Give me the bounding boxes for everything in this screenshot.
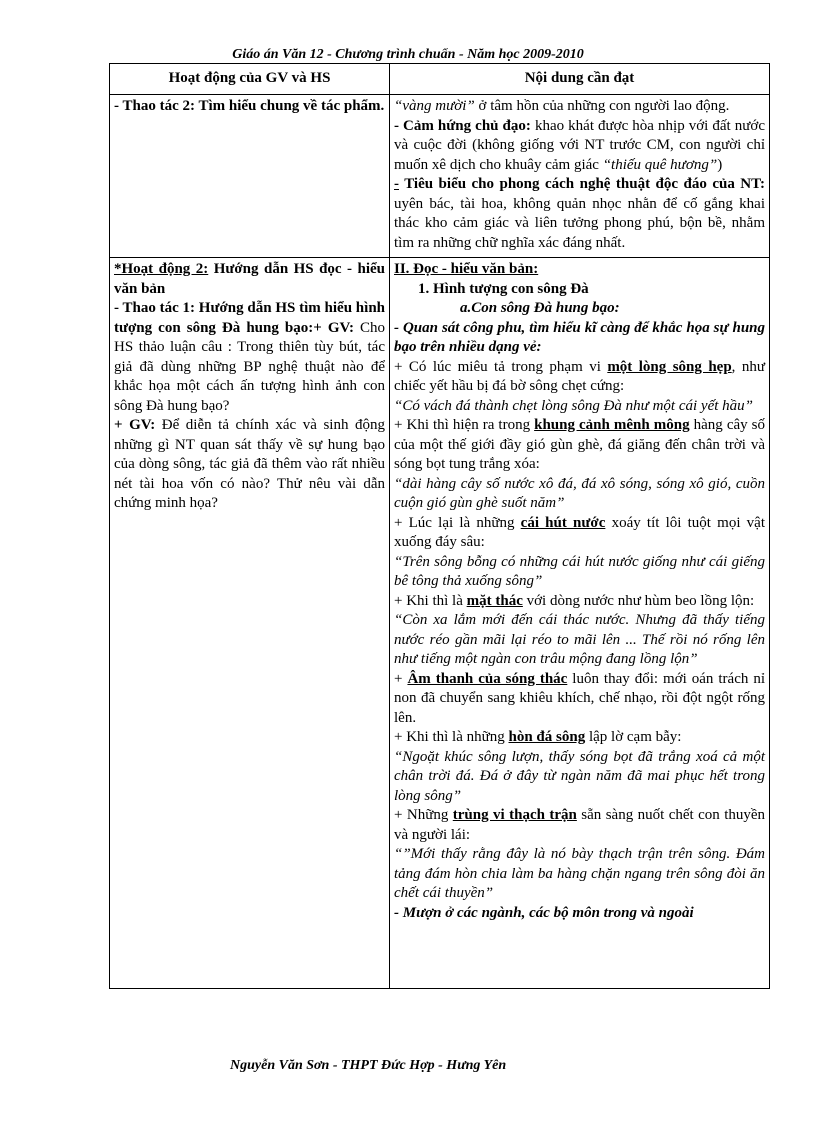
text: + Khi thì là những: [394, 729, 509, 745]
page-header: Giáo án Văn 12 - Chương trình chuẩn - Năm học 2009-2010: [232, 47, 584, 62]
task2-heading: - Thao tác 2: Tìm hiểu chung về tác phẩm.: [114, 98, 385, 114]
paragraph: [114, 299, 385, 416]
paragraph: [394, 514, 765, 553]
text: + Lúc lại là những: [394, 514, 521, 531]
text: + Khi thì là: [394, 592, 467, 609]
quote: “vàng mười”: [394, 98, 475, 114]
bold-label: Tiêu biểu cho phong cách nghệ thuật độc đáo của NT:: [399, 176, 765, 192]
row1-left-cell: [110, 95, 390, 258]
text: luôn thay đổi: mới oán trách nỉ non đã chuyển sang khiêu khích, chế nhạo, rồi đột ngột rống lên.: [394, 670, 765, 726]
paragraph: [394, 670, 765, 729]
quote: “dài hàng cây số nước xô đá, đá xô sóng, sóng xô gió, cuồn cuộn gió gùn ghè suốt năm”: [394, 475, 765, 511]
text: Hướng dẫn HS đọc - hiểu văn bản: [114, 261, 385, 297]
paragraph: [394, 806, 765, 845]
text: hàng cây số của một thế giới đầy gió gùn ghè, đá giăng đến chân trời và sóng bọt tung trắng xóa:: [394, 417, 766, 472]
activity-label: *Hoạt động 2:: [114, 261, 209, 277]
column-header-activities: Hoạt động của GV và HS: [110, 64, 390, 95]
quote: “Có vách đá thành chẹt lòng sông Đà như một cái yết hầu”: [394, 397, 753, 414]
text: ở tâm hồn của những con người lao động.: [474, 98, 730, 114]
quote: “”Mới thấy rằng đây là nó bày thạch trận trên sông. Đám tảng đám hòn chia làm ba hàng chặn ngang trên sông đòi ăn chết cái thuyền”: [394, 846, 765, 901]
keyword: Âm thanh của sóng thác: [407, 670, 568, 687]
text: với dòng nước như hùm beo lồng lộn:: [522, 592, 755, 609]
quote: “Còn xa lắm mới đến cái thác nước. Nhưng đã thấy tiếng nước réo gần mãi lại réo to mãi lên ... Thế rồi nó rống lên như tiếng một ngàn con trâu mộng đang lồng lộn”: [394, 612, 765, 667]
row2-right-cell: [390, 258, 770, 989]
paragraph: [394, 117, 765, 176]
keyword: một lòng sông hẹp: [607, 358, 732, 375]
keyword: hòn đá sông: [508, 729, 586, 745]
bold-label: - Thao tác 1: Hướng dẫn HS tìm hiểu hình tượng con sông Đà hung bạo:+ GV:: [114, 300, 385, 336]
text: + Có lúc miêu tả trong phạm vi: [394, 358, 608, 375]
paragraph: [114, 260, 385, 299]
paragraph: [114, 416, 385, 514]
text: ): [717, 156, 723, 173]
bold-label: + GV:: [114, 417, 156, 433]
row2-left-cell: [110, 258, 390, 989]
paragraph: - Mượn ở các ngành, các bộ môn trong và ngoài: [394, 904, 694, 921]
text: + Những: [394, 807, 453, 823]
table-row: [110, 95, 770, 258]
keyword: khung cảnh mênh mông: [534, 417, 690, 433]
paragraph: [394, 728, 765, 748]
paragraph: - Quan sát công phu, tìm hiểu kĩ càng để khắc họa sự hung bạo trên nhiều dạng vẻ:: [394, 319, 765, 355]
text: Cho HS thảo luận câu : Trong thiên tùy bút, tác giả đã dùng những BP nghệ thuật nào để khắc họa một cách ấn tượng hình ảnh con sông Đà hung bạo?: [114, 319, 386, 414]
keyword: trùng vi thạch trận: [452, 807, 577, 823]
text: uyên bác, tài hoa, không quản nhọc nhằn để cố gắng khai thác kho cảm giác và liên tưởng phong phú, bộn bề, nhằm tìm ra những chữ nghĩa xác đáng nhất.: [394, 195, 765, 251]
keyword: mặt thác: [466, 592, 523, 609]
paragraph: [394, 358, 765, 397]
text: sẵn sàng nuốt chết con thuyền và người lái:: [394, 807, 766, 843]
column-header-content: Nội dung cần đạt: [390, 64, 770, 95]
subsection-heading: 1. Hình tượng con sông Đà: [418, 280, 589, 297]
bold-label: - Cảm hứng chủ đạo:: [394, 117, 531, 134]
text: +: [394, 670, 408, 687]
text: lập lờ cạm bẫy:: [585, 729, 682, 745]
text: xoáy tít lôi tuột mọi vật xuống đáy sâu:: [394, 514, 765, 550]
page-footer: Nguyễn Văn Sơn - THPT Đức Hợp - Hưng Yên: [230, 1058, 507, 1073]
row1-right-cell: [390, 95, 770, 258]
section-heading: II. Đọc - hiểu văn bản:: [394, 261, 539, 277]
table-row: [110, 258, 770, 989]
paragraph: [394, 175, 765, 255]
lesson-table: [109, 63, 770, 989]
quote: “thiếu quê hương”: [602, 156, 718, 173]
text: + Khi thì hiện ra trong: [394, 417, 535, 433]
paragraph: [394, 97, 765, 117]
paragraph: [394, 416, 765, 475]
text: Để diễn tả chính xác và sinh động những gì NT quan sát thấy về sự hung bạo của dòng sông, tác giả đã thêm vào rất nhiều nét tài hoa vốn có nào? Thử nêu vài dẫn chứng minh họa?: [114, 417, 385, 511]
quote: “Ngoặt khúc sông lượn, thấy sóng bọt đã trắng xoá cả một chân trời đá. Đá ở đây từ ngàn năm đã mai phục hết trong lòng sông”: [394, 748, 765, 804]
subsubsection-heading: a.Con sông Đà hung bạo:: [460, 300, 620, 316]
table-header-row: [110, 64, 770, 95]
keyword: cái hút nước: [520, 514, 606, 531]
text: , như chiếc yết hầu bị đá bờ sông chẹt cứng:: [394, 358, 765, 394]
quote: “Trên sông bỗng có những cái hút nước giống như cái giếng bê tông thả xuống sông”: [394, 553, 765, 589]
text: khao khát được hòa nhịp với đất nước và cuộc đời (không giống với NT trước CM, con người chỉ muốn xê dịch cho khuây cảm giác: [394, 117, 765, 173]
paragraph: [394, 592, 765, 612]
dash: -: [394, 176, 399, 192]
